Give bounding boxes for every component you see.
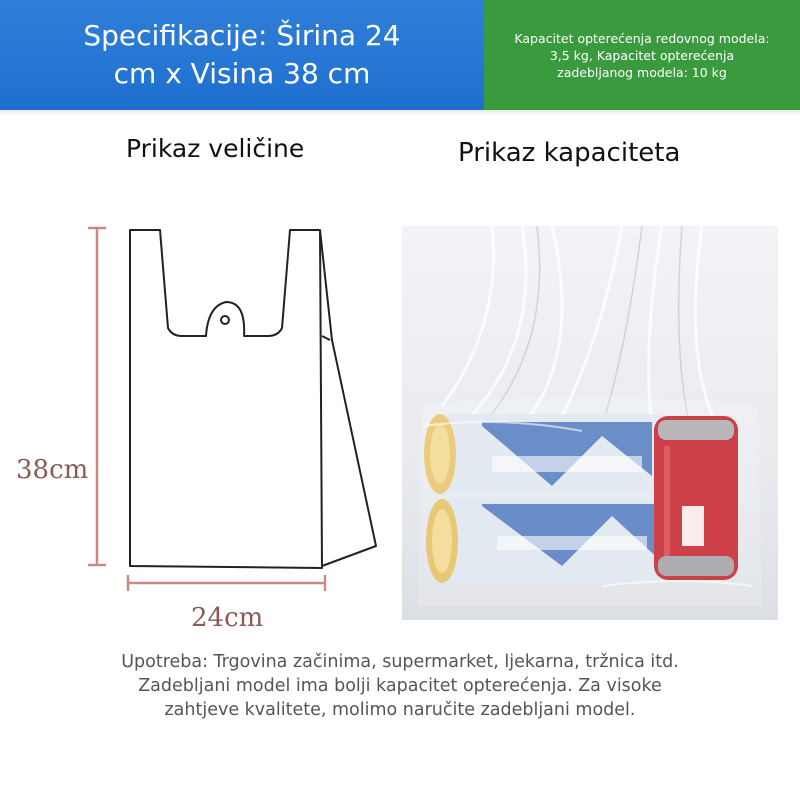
bag-with-cans-illustration: [402, 226, 778, 620]
usage-line-1: Upotreba: Trgovina začinima, supermarket, ljekarna, tržnica itd.: [121, 652, 679, 672]
height-dimension: [88, 228, 106, 565]
capacity-section-title: Prikaz kapaciteta: [458, 138, 681, 168]
usage-line-3: zahtjeve kvalitete, molimo naručite zadebljani model.: [164, 700, 636, 720]
bag-size-diagram: [0, 210, 400, 630]
header-divider: [0, 110, 800, 116]
width-dimension: [128, 575, 325, 591]
capacity-banner: [484, 0, 800, 110]
capacity-photo: [402, 226, 778, 620]
height-label: 38cm: [16, 455, 89, 485]
width-label: 24cm: [191, 603, 264, 630]
spec-banner: [0, 0, 484, 110]
bag-outline-icon: [130, 230, 376, 568]
usage-note: [60, 650, 740, 722]
spec-text: Specifikacije: Širina 24 cm x Visina 38 cm: [83, 19, 401, 90]
capacity-text: Kapacitet opterećenja redovnog modela: 3,5 kg, Kapacitet opterećenja zadebljanog modela: 10 kg: [514, 30, 770, 80]
usage-line-2: Zadebljani model ima bolji kapacitet opterećenja. Za visoke: [138, 676, 662, 696]
size-section-title: Prikaz veličine: [126, 134, 305, 163]
